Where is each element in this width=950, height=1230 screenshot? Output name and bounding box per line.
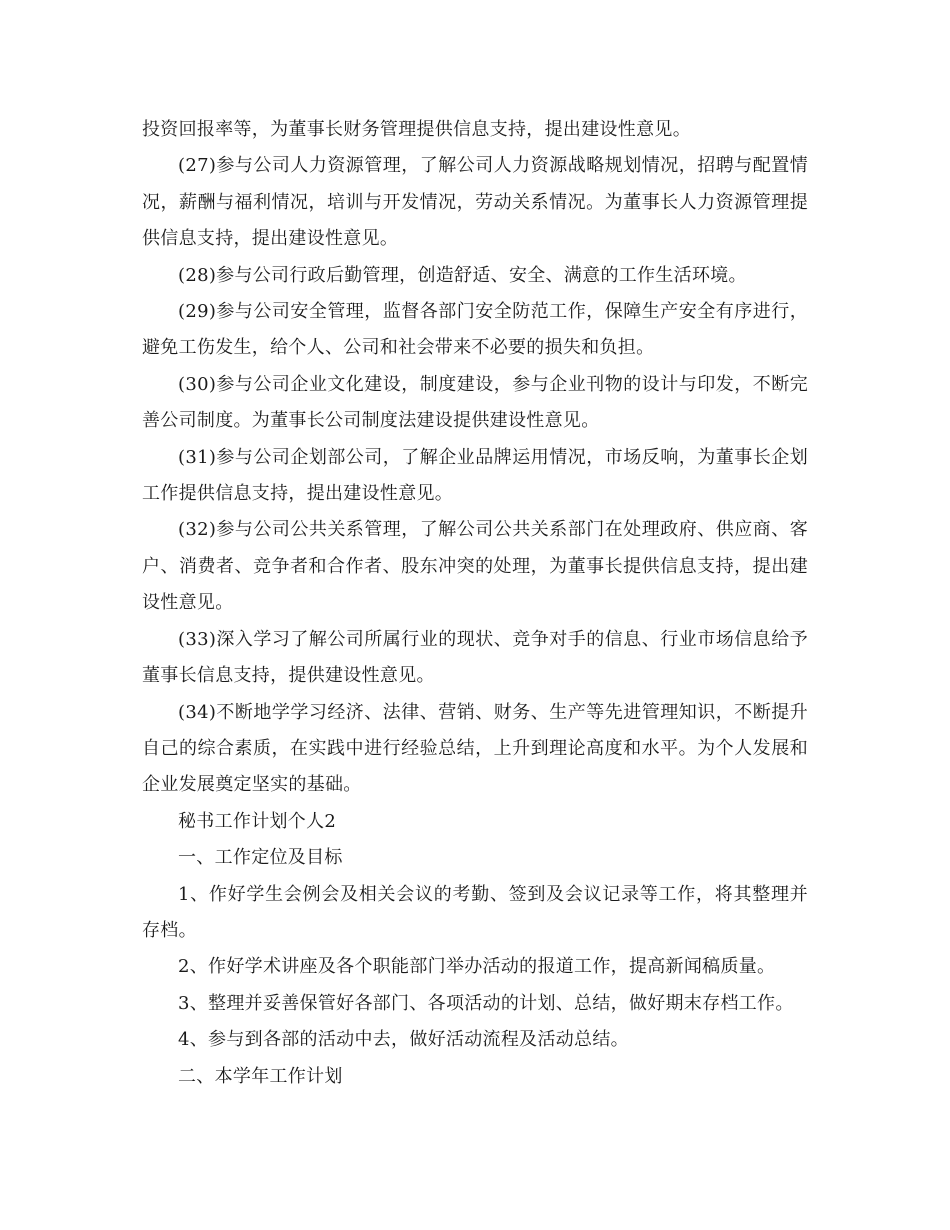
paragraph: (33)深入学习了解公司所属行业的现状、竞争对手的信息、行业市场信息给予董事长信息支持，提供建设性意见。 bbox=[142, 628, 808, 687]
list-item: 2、作好学术讲座及各个职能部门举办活动的报道工作，提高新闻稿质量。 bbox=[178, 956, 776, 978]
paragraph: (34)不断地学学习经济、法律、营销、财务、生产等先进管理知识，不断提升自己的综合素质，在实践中进行经验总结，上升到理论高度和水平。为个人发展和企业发展奠定坚实的基础。 bbox=[142, 701, 808, 796]
section-heading: 秘书工作计划个人2 bbox=[178, 810, 337, 832]
paragraph: (29)参与公司安全管理，监督各部门安全防范工作，保障生产安全有序进行，避免工伤发生，给个人、公司和社会带来不必要的损失和负担。 bbox=[142, 301, 808, 359]
document-page bbox=[142, 112, 808, 1095]
paragraph: (31)参与公司企划部公司，了解企业品牌运用情况，市场反响，为董事长企划工作提供信息支持，提出建设性意见。 bbox=[142, 446, 808, 505]
paragraph: (30)参与公司企业文化建设，制度建设，参与企业刊物的设计与印发，不断完善公司制度。为董事长公司制度法建设提供建设性意见。 bbox=[142, 373, 808, 432]
list-item: 1、作好学生会例会及相关会议的考勤、签到及会议记录等工作，将其整理并存档。 bbox=[142, 883, 808, 941]
paragraph: (28)参与公司行政后勤管理，创造舒适、安全、满意的工作生活环境。 bbox=[178, 264, 747, 286]
list-item: 4、参与到各部的活动中去，做好活动流程及活动总结。 bbox=[178, 1029, 629, 1051]
section-heading: 二、本学年工作计划 bbox=[178, 1065, 343, 1087]
section-heading: 一、工作定位及目标 bbox=[178, 847, 343, 869]
paragraph: (32)参与公司公共关系管理，了解公司公共关系部门在处理政府、供应商、客户、消费者、竞争者和合作者、股东冲突的处理，为董事长提供信息支持，提出建设性意见。 bbox=[142, 519, 808, 614]
paragraph: (27)参与公司人力资源管理，了解公司人力资源战略规划情况，招聘与配置情况，薪酬与福利情况，培训与开发情况，劳动关系情况。为董事长人力资源管理提供信息支持，提出建设性意见。 bbox=[142, 155, 808, 250]
paragraph: 投资回报率等，为董事长财务管理提供信息支持，提出建设性意见。 bbox=[142, 119, 691, 140]
list-item: 3、整理并妥善保管好各部门、各项活动的计划、总结，做好期末存档工作。 bbox=[178, 992, 794, 1014]
